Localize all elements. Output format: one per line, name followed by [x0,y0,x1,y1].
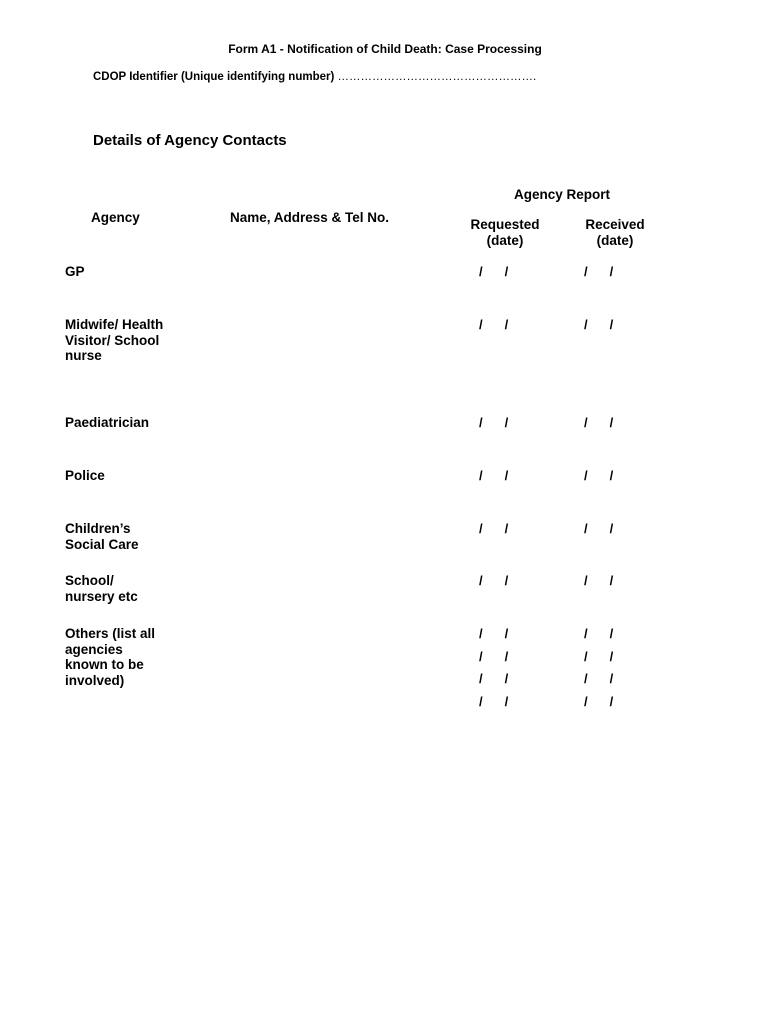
received-date-others-4[interactable] [584,694,613,709]
date-sep: / [504,317,509,332]
date-sep: / [584,468,588,483]
date-sep: / [504,671,509,686]
agency-paediatrician: Paediatrician [65,415,150,430]
received-date-childrens-social-care[interactable] [584,521,613,536]
requested-date-childrens-social-care[interactable] [479,521,508,536]
agency-others: Others (list all agencies known to be involved) [65,626,156,688]
date-sep: / [479,264,483,279]
date-sep: / [584,649,588,664]
cdop-identifier [93,71,536,83]
date-sep: / [584,671,588,686]
cdop-identifier-label: CDOP Identifier (Unique identifying number) [93,71,338,83]
header-received [565,217,665,249]
date-sep: / [479,317,483,332]
date-sep: / [479,521,483,536]
date-sep: / [479,626,483,641]
agency-school-nursery: School/ nursery etc [65,573,138,604]
date-sep: / [504,521,509,536]
header-name-address: Name, Address & Tel No. [230,210,390,225]
requested-date-police[interactable] [479,468,508,483]
received-date-midwife[interactable] [584,317,613,332]
date-sep: / [584,521,588,536]
date-sep: / [504,649,509,664]
agency-midwife: Midwife/ Health Visitor/ School nurse [65,317,164,363]
date-sep: / [584,573,588,588]
requested-date-others-3[interactable] [479,671,508,686]
requested-date-school-nursery[interactable] [479,573,508,588]
date-sep: / [609,264,614,279]
date-sep: / [609,626,614,641]
date-sep: / [479,468,483,483]
date-sep: / [609,468,614,483]
received-date-others-1[interactable] [584,626,613,641]
received-date-police[interactable] [584,468,613,483]
requested-date-paediatrician[interactable] [479,415,508,430]
date-sep: / [479,573,483,588]
header-agency-report: Agency Report [514,187,611,202]
date-sep: / [504,626,509,641]
date-sep: / [609,521,614,536]
form-title: Form A1 - Notification of Child Death: Case Processing [228,42,542,56]
section-heading: Details of Agency Contacts [93,132,287,149]
date-sep: / [609,671,614,686]
cdop-identifier-field[interactable]: ……………………………………………. [337,71,537,83]
date-sep: / [609,317,614,332]
header-agency: Agency [91,210,140,225]
received-date-others-3[interactable] [584,671,613,686]
received-date-paediatrician[interactable] [584,415,613,430]
date-sep: / [479,649,483,664]
date-sep: / [504,415,509,430]
date-sep: / [584,415,588,430]
agency-gp: GP [65,264,85,279]
date-sep: / [584,694,588,709]
date-sep: / [479,671,483,686]
agency-police: Police [65,468,105,483]
date-sep: / [479,694,483,709]
date-sep: / [504,573,509,588]
received-date-school-nursery[interactable] [584,573,613,588]
received-date-others-2[interactable] [584,649,613,664]
requested-date-gp[interactable] [479,264,508,279]
date-sep: / [609,415,614,430]
date-sep: / [504,264,509,279]
requested-date-others-2[interactable] [479,649,508,664]
date-sep: / [584,317,588,332]
header-requested-line2: (date) [486,233,524,248]
date-sep: / [504,468,509,483]
header-received-line1: Received [585,217,645,232]
header-received-line2: (date) [596,233,634,248]
date-sep: / [584,626,588,641]
requested-date-midwife[interactable] [479,317,508,332]
agency-childrens-social-care: Children’s Social Care [65,521,139,552]
date-sep: / [504,694,509,709]
received-date-gp[interactable] [584,264,613,279]
requested-date-others-4[interactable] [479,694,508,709]
header-requested [455,217,555,249]
requested-date-others-1[interactable] [479,626,508,641]
date-sep: / [584,264,588,279]
date-sep: / [479,415,483,430]
header-requested-line1: Requested [470,217,540,232]
date-sep: / [609,694,614,709]
date-sep: / [609,649,614,664]
date-sep: / [609,573,614,588]
